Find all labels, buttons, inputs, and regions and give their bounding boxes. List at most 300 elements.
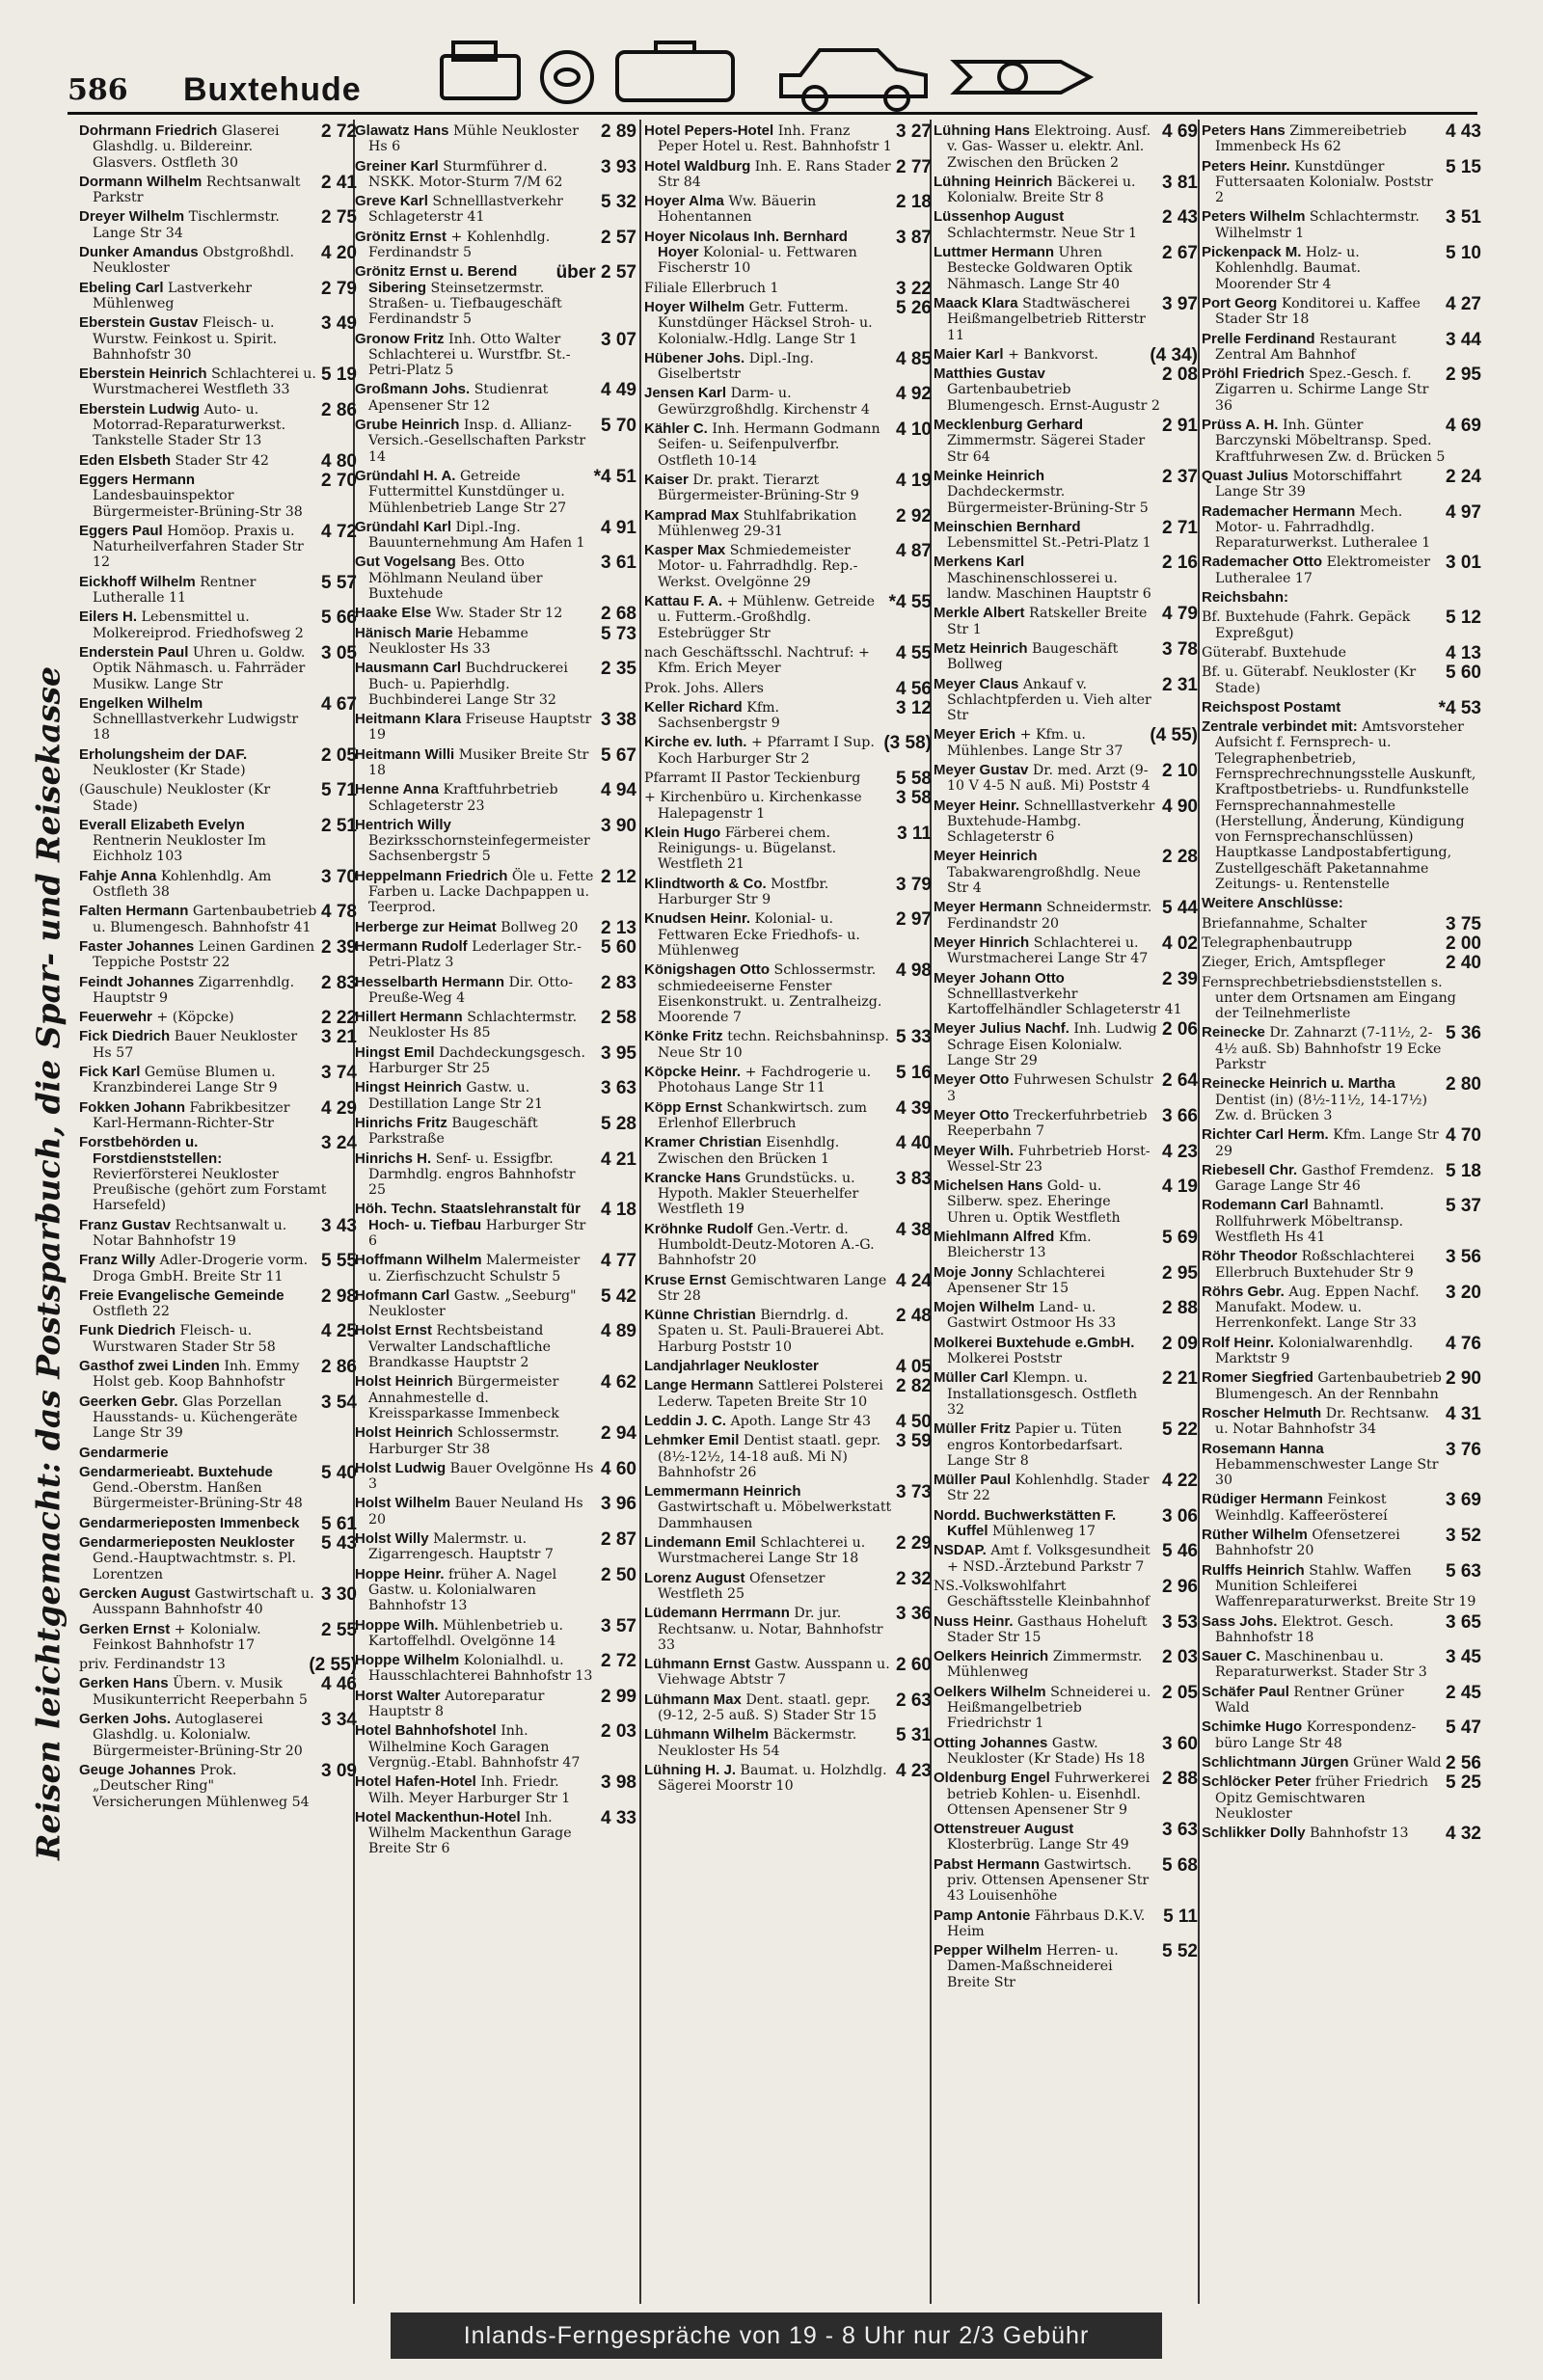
listing-name: Luttmer Hermann — [934, 244, 1055, 261]
listing-entry — [644, 825, 932, 873]
phone-number: 5 37 — [1446, 1196, 1481, 1217]
listing-entry — [355, 1531, 636, 1563]
listing-entry — [934, 366, 1198, 414]
listing-entry — [355, 123, 636, 155]
phone-number: 4 43 — [1446, 123, 1481, 142]
listing-entry — [79, 1359, 357, 1391]
listing-entry — [934, 1262, 1198, 1297]
phone-number: 5 43 — [321, 1533, 357, 1555]
listing-details: Inh. Friedr. Wilh. Meyer Harburger Str 1 — [368, 1774, 571, 1806]
phone-number: 4 67 — [321, 693, 357, 715]
listing-entry — [934, 1649, 1198, 1681]
phone-number: 2 45 — [1446, 1682, 1481, 1703]
listing-entry — [79, 1513, 357, 1534]
phone-number: 3 24 — [321, 1133, 357, 1154]
listing-name: Kruse Ernst — [644, 1271, 727, 1288]
phone-number: 2 89 — [601, 123, 636, 142]
listing-entry — [355, 1807, 636, 1857]
listing-entry — [79, 1583, 357, 1618]
phone-number: 3 97 — [1162, 293, 1198, 314]
phone-number: 3 78 — [1162, 638, 1198, 660]
listing-entry — [1202, 1611, 1481, 1646]
listing-name: Nordd. Buchwerkstätten F. Kuffel — [934, 1506, 1117, 1540]
listing-details: Treckerfuhrbetrieb Reeperbahn 7 — [947, 1107, 1148, 1140]
listing-details: Dipl.-Ing. Giselbertstr — [658, 350, 814, 383]
listing-details: Ratskeller Breite Str 1 — [947, 606, 1148, 637]
phone-number: 3 57 — [601, 1615, 636, 1636]
listing-name: Funk Diedrich — [79, 1322, 176, 1339]
listing-details: Uhren u. Goldw. Optik Nähmasch. u. Fahrräder Musikw. Lange Str — [93, 644, 306, 692]
listing-entry — [934, 1178, 1198, 1226]
listing-name: Meyer Otto — [934, 1071, 1010, 1089]
phone-number: 2 13 — [601, 917, 636, 938]
listing-name: Schlöcker Peter — [1202, 1773, 1312, 1791]
phone-number: 2 05 — [321, 744, 357, 766]
listing-entry — [79, 572, 357, 607]
phone-number: 2 09 — [1162, 1333, 1198, 1354]
listing-name: Gründahl H. A. — [355, 467, 456, 484]
phone-number: 4 27 — [1446, 293, 1481, 314]
phone-number: 2 06 — [1162, 1019, 1198, 1041]
listing-details: Fährbaus D.K.V. Heim — [947, 1907, 1146, 1939]
phone-number: 3 63 — [1162, 1820, 1198, 1841]
phone-number: 2 05 — [1162, 1682, 1198, 1703]
listing-entry — [79, 1097, 357, 1132]
listing-name: Reichspost Postamt — [1202, 698, 1341, 716]
phone-number: 3 69 — [1446, 1490, 1481, 1511]
listing-name: Meyer Julius Nachf. — [934, 1020, 1069, 1038]
listing-entry — [79, 642, 357, 692]
listing-details: Kraftfuhrbetrieb Schlageterstr 23 — [368, 782, 558, 814]
phone-number: 3 45 — [1446, 1647, 1481, 1668]
phone-number: über 2 57 — [555, 262, 636, 284]
listing-details: Bürgermeister Annahmestelle d. Kreissparkasse Immenbeck — [368, 1374, 559, 1421]
listing-entry — [79, 315, 357, 363]
phone-number: 3 93 — [601, 156, 636, 177]
listing-details: Bollweg 20 — [501, 919, 579, 935]
listing-details: Dipl.-Ing. Bauunternehmung Am Hafen 1 — [368, 519, 585, 552]
listing-details: Tabakwarengroßhdlg. Neue Str 4 — [947, 864, 1141, 897]
listing-details: Mühlenweg 17 — [992, 1524, 1096, 1540]
listing-entry — [934, 1611, 1198, 1646]
listing-name: Miehlmann Alfred — [934, 1229, 1055, 1245]
listing-entry — [934, 727, 1198, 759]
listing-name: Gendarmerie — [79, 1444, 169, 1461]
listing-entry — [1202, 975, 1481, 1022]
listing-details: Mostfbr. Harburger Str 9 — [658, 876, 829, 908]
listing-details: Lebensmittel St.-Petri-Platz 1 — [947, 535, 1151, 552]
listing-name: Grönitz Ernst u. Berend Sibering — [355, 263, 518, 296]
phone-number: 2 64 — [1162, 1070, 1198, 1092]
listing-details: + Kohlenhdlg. Ferdinandstr 5 — [368, 229, 551, 261]
listing-details: Gastw. „Seeburg" Neukloster — [368, 1287, 577, 1320]
listing-name: Otting Johannes — [934, 1734, 1048, 1751]
listing-name: Fokken Johann — [79, 1098, 186, 1116]
listing-entry — [1202, 896, 1481, 911]
listing-entry — [355, 1653, 636, 1685]
listing-name: Schimke Hugo — [1202, 1718, 1303, 1736]
listing-name: Kasper Max — [644, 542, 726, 559]
listing-name: Fick Diedrich — [79, 1028, 171, 1045]
phone-number: 2 31 — [1162, 674, 1198, 695]
phone-number: 2 39 — [321, 936, 357, 958]
listing-entry — [355, 1496, 636, 1528]
phone-number: 3 36 — [896, 1604, 932, 1625]
listing-name: Rüther Wilhelm — [1202, 1527, 1308, 1544]
listing-details: Dentist (in) (8½-11½, 14-17½) Zw. d. Brücken 3 — [1215, 1092, 1428, 1123]
listing-entry — [355, 866, 636, 916]
listing-entry — [79, 1008, 357, 1029]
listing-name: Eberstein Ludwig — [79, 400, 201, 418]
phone-number: 2 03 — [1162, 1647, 1198, 1668]
listing-name: Lehmker Emil — [644, 1432, 740, 1449]
listing-entry — [355, 623, 636, 658]
listing-details: Mech. Motor- u. Fahrradhdlg. Reparaturwerkst. Lutheralee 1 — [1215, 503, 1431, 552]
phone-number: 2 97 — [896, 909, 932, 931]
listing-details: Klempn. u. Installationsgesch. Ostfleth 32 — [947, 1370, 1138, 1418]
listing-entry — [1202, 933, 1481, 954]
phone-number: 2 48 — [896, 1306, 932, 1327]
listing-name: Gerken Ernst — [79, 1620, 171, 1637]
listing-name: Pabst Hermann — [934, 1855, 1041, 1873]
listing-name: Erholungsheim der DAF. — [79, 745, 248, 763]
listing-entry — [79, 972, 357, 1007]
listing-name: Grube Heinrich — [355, 417, 460, 434]
listing-name: Eickhoff Wilhelm — [79, 573, 196, 590]
listing-details: Gastw. u. Destillation Lange Str 21 — [368, 1080, 544, 1112]
phone-number: 3 81 — [1162, 172, 1198, 193]
listing-entry — [644, 123, 932, 155]
listing-name: Klindtworth & Co. — [644, 875, 767, 892]
listing-details: Schlachtermstr. Wilhelmstr 1 — [1215, 209, 1420, 241]
listing-details: Rechtsbeistand Verwalter Landschaftliche Brandkasse Hauptstr 2 — [368, 1323, 552, 1371]
phone-number: 2 03 — [601, 1721, 636, 1743]
listing-details: Spez.-Gesch. f. Zigarren u. Schirme Lange Str 36 — [1215, 366, 1429, 414]
phone-number: 4 38 — [896, 1219, 932, 1240]
listing-details: Gastwirtschaft u. Ausspann Bahnhofstr 40 — [93, 1585, 314, 1618]
listing-details: Dentist staatl. gepr. (8½-12½, 14-18 auß. Mi N) Bahnhofstr 26 — [658, 1433, 880, 1480]
listing-details: Holz- u. Kohlenhdlg. Baumat. Moorender Str 4 — [1215, 245, 1361, 292]
phone-number: 5 25 — [1446, 1772, 1481, 1794]
listing-entry — [1202, 1127, 1481, 1159]
listing-details: Zimmermstr. Mühlenweg — [947, 1649, 1143, 1681]
phone-number: 3 98 — [601, 1772, 636, 1794]
listing-entry — [355, 1615, 636, 1650]
listing-name: Rosemann Hanna — [1202, 1440, 1324, 1457]
listing-name: Oelkers Wilhelm — [934, 1683, 1046, 1700]
listing-details: Sturmführer d. NSKK. Motor-Sturm 7/M 62 — [368, 158, 563, 190]
phone-number: 2 88 — [1162, 1769, 1198, 1790]
listing-details: Dir. Otto-Preuße-Weg 4 — [368, 974, 574, 1006]
listing-details: Ofensetzer Westfleth 25 — [658, 1570, 826, 1602]
phone-number: 5 26 — [896, 297, 932, 318]
listing-name: Königshagen Otto — [644, 961, 770, 979]
listing-name: Hingst Heinrich — [355, 1079, 462, 1096]
phone-number: (3 58) — [883, 733, 932, 754]
phone-number: 5 33 — [896, 1027, 932, 1048]
listing-entry — [355, 782, 636, 814]
listing-name: Heitmann Klara — [355, 711, 462, 728]
listing-entry — [355, 418, 636, 465]
listing-entry — [934, 1473, 1198, 1504]
phone-number: 2 72 — [321, 123, 357, 142]
listing-entry — [79, 366, 357, 398]
listing-entry — [644, 1657, 932, 1689]
listing-name: Kaiser — [644, 471, 689, 488]
phone-number: 4 46 — [321, 1674, 357, 1695]
listing-entry — [79, 521, 357, 571]
listing-details: Gen.-Vertr. d. Humboldt-Deutz-Motoren A.-G. Bahnhofstr 20 — [658, 1221, 875, 1269]
phone-number: 3 43 — [321, 1215, 357, 1236]
phone-number: 2 12 — [601, 866, 636, 887]
listing-entry — [79, 782, 357, 814]
phone-number: 4 18 — [601, 1200, 636, 1221]
listing-details: Fernsprechbetriebsdienststellen s. unter dem Ortsnamen am Eingang der Teilnehmerliste — [1202, 974, 1456, 1022]
phone-number: 3 30 — [321, 1583, 357, 1605]
listing-entry — [79, 1760, 357, 1810]
listing-details: Gend.-Oberstm. Hanßen Bürgermeister-Brüning-Str 48 — [93, 1480, 303, 1512]
listing-entry — [644, 594, 932, 641]
listing-entry — [1202, 1160, 1481, 1195]
listing-details: Autoglaserei Glashdlg. u. Kolonialw. Bürgermeister-Brüning-Str 20 — [93, 1712, 303, 1759]
phone-number: 4 98 — [896, 960, 932, 982]
listing-entry — [934, 1733, 1198, 1768]
listing-name: Sauer C. — [1202, 1648, 1260, 1665]
listing-entry — [79, 693, 357, 744]
listing-entry — [644, 1568, 932, 1603]
phone-number: (2 55) — [309, 1655, 357, 1676]
listing-name: Holst Ludwig — [355, 1459, 447, 1476]
listing-entry — [644, 470, 932, 504]
listing-entry — [934, 344, 1198, 365]
phone-number: 3 63 — [601, 1078, 636, 1099]
phone-number: 2 10 — [1162, 760, 1198, 781]
listing-details: Elektroing. Ausf. v. Gas- Wasser u. elektr. Anl. Zwischen den Brücken 2 — [947, 123, 1151, 171]
listing-details: Amt f. Volksgesundheit + NSD.-Ärztebund Parkstr 7 — [947, 1543, 1150, 1575]
phone-number: 4 94 — [601, 780, 636, 801]
listing-name: Fick Karl — [79, 1064, 141, 1081]
listing-name: Weitere Anschlüsse: — [1202, 895, 1343, 912]
phone-number: 3 61 — [601, 553, 636, 574]
listing-name: Reinecke Heinrich u. Martha — [1202, 1075, 1395, 1093]
listing-entry — [355, 1202, 636, 1249]
listing-details: Kohlenhdlg. Am Ostfleth 38 — [93, 868, 272, 901]
listing-details: Mühle Neukloster Hs 6 — [368, 123, 580, 155]
listing-details: Elektromeister Lutheralee 17 — [1215, 554, 1431, 586]
phone-number: 4 56 — [896, 678, 932, 699]
phone-number: 2 96 — [1162, 1576, 1198, 1597]
listing-entry — [1202, 590, 1481, 606]
listing-name: Kirche ev. luth. — [644, 734, 747, 751]
listing-name: Holst Wilhelm — [355, 1495, 451, 1512]
phone-number: 2 60 — [896, 1655, 932, 1676]
listing-details: Gastw. Ausspann u. Viehwage Abtstr 7 — [658, 1657, 890, 1689]
listing-details: Musiker Breite Str 18 — [368, 746, 589, 778]
listing-name: Hausmann Carl — [355, 660, 462, 677]
listing-details: Prok. „Deutscher Ring" Versicherungen Mühlenweg 54 — [93, 1762, 310, 1810]
phone-number: 2 98 — [321, 1285, 357, 1307]
listing-details: NS.-Volkswohlfahrt Geschäftsstelle Kleinbahnhof — [934, 1578, 1150, 1610]
listing-details: Bauer Neuland Hs 20 — [368, 1496, 583, 1528]
listing-entry — [644, 1357, 932, 1378]
phone-number: 3 75 — [1446, 913, 1481, 934]
phone-number: *4 53 — [1438, 697, 1481, 718]
listing-name: Greve Karl — [355, 193, 428, 210]
listing-name: Kramer Christian — [644, 1134, 762, 1151]
listing-details: Güterabf. Buxtehude — [1202, 644, 1347, 661]
listing-name: Gendarmerieposten Immenbeck — [79, 1514, 300, 1531]
phone-number: 2 67 — [1162, 243, 1198, 264]
listing-name: Grönitz Ernst — [355, 228, 447, 245]
listing-details: Klosterbrüg. Lange Str 49 — [947, 1837, 1129, 1853]
listing-name: Hotel Mackenthun-Hotel — [355, 1808, 521, 1826]
listing-entry — [79, 744, 357, 779]
listing-name: Gasthof zwei Linden — [79, 1358, 220, 1375]
listing-name: Dreyer Wilhelm — [79, 208, 185, 226]
listing-details: Insp. d. Allianz-Versich.-Gesellschaften Parkstr 14 — [368, 418, 586, 465]
listing-entry — [644, 962, 932, 1025]
listing-entry — [934, 209, 1198, 241]
listing-details: Gastw. Neukloster (Kr Stade) Hs 18 — [947, 1735, 1146, 1767]
phone-number: 4 72 — [321, 521, 357, 542]
listing-details: Hebamme Neukloster Hs 33 — [368, 625, 528, 657]
listing-name: Sass Johs. — [1202, 1612, 1278, 1630]
listing-details: Schneiderei u. Heißmangelbetrieb Friedrichstr 1 — [947, 1684, 1151, 1732]
listing-name: Hingst Emil — [355, 1043, 435, 1061]
listing-entry — [355, 1080, 636, 1112]
listing-details: Färberei chem. Reinigungs- u. Bügelanst. Westfleth 21 — [658, 825, 837, 873]
listing-details: Schneidermstr. Ferdinandstr 20 — [947, 900, 1152, 932]
phone-number: 5 10 — [1446, 243, 1481, 264]
suitcase-icon — [617, 52, 733, 100]
header-rule — [68, 112, 1477, 115]
listing-entry — [79, 470, 357, 520]
listing-details: Schnelllastverkehr Buxtehude-Hambg. Schlageterstr 6 — [947, 798, 1155, 846]
listing-details: Rentner Grüner Wald — [1215, 1684, 1404, 1717]
listing-details: Gemüse Blumen u. Kranzbinderei Lange Str 9 — [93, 1065, 278, 1096]
listing-entry — [79, 278, 357, 312]
phone-number: 4 23 — [1162, 1141, 1198, 1162]
listing-details: Herren- u. Damen-Maßschneiderei Breite Str — [947, 1943, 1119, 1990]
listing-name: Greiner Karl — [355, 157, 439, 175]
listing-name: Peters Wilhelm — [1202, 208, 1306, 226]
listing-name: Meyer Erich — [934, 726, 1016, 744]
listing-entry — [355, 1458, 636, 1493]
phone-number: 4 87 — [896, 541, 932, 562]
listing-entry — [934, 1908, 1198, 1940]
listing-name: Moje Jonny — [934, 1263, 1014, 1281]
phone-number: 2 72 — [601, 1651, 636, 1672]
listing-details: Autoreparatur Hauptstr 8 — [368, 1688, 545, 1720]
listing-entry — [1202, 1774, 1481, 1822]
listing-entry — [934, 968, 1198, 1018]
listing-name: Lühning H. J. — [644, 1761, 736, 1778]
listing-name: Enderstein Paul — [79, 643, 189, 661]
listing-entry — [1202, 1528, 1481, 1559]
listing-entry — [355, 1686, 636, 1720]
listing-entry — [934, 554, 1198, 602]
listing-name: Müller Fritz — [934, 1420, 1012, 1438]
listing-details: Dent. staatl. gepr. (9-12, 2-5 auß. S) Stader Str 15 — [658, 1691, 878, 1724]
listing-entry — [934, 1576, 1198, 1610]
listing-name: Forstbehörden u. Forstdienststellen: — [79, 1134, 223, 1167]
listing-name: Hoyer Alma — [644, 193, 724, 210]
listing-details: + Fachdrogerie u. Photohaus Lange Str 11 — [658, 1065, 872, 1096]
listing-details: Inh. Wilhelmine Koch Garagen Vergnüg.-Etabl. Bahnhofstr 47 — [368, 1723, 581, 1771]
listing-details: Kolonialhdl. u. Hausschlachterei Bahnhofstr 13 — [368, 1653, 593, 1685]
listing-name: Mecklenburg Gerhard — [934, 417, 1084, 434]
listing-entry — [934, 1333, 1198, 1367]
phone-number: 5 28 — [601, 1113, 636, 1134]
listing-entry — [644, 790, 932, 822]
phone-number: 2 50 — [601, 1564, 636, 1585]
listing-name: Röhr Theodor — [1202, 1248, 1298, 1265]
listing-details: Malermeister u. Zierfischzucht Schulstr 5 — [368, 1253, 581, 1285]
listing-entry — [1202, 366, 1481, 414]
phone-number: 5 66 — [321, 608, 357, 629]
listing-name: Oelkers Heinrich — [934, 1648, 1049, 1665]
listing-details: Inh. Otto Walter Schlachterei u. Wurstfbr. St.-Petri-Platz 5 — [368, 331, 571, 379]
listing-entry — [355, 661, 636, 708]
listing-entry — [644, 1411, 932, 1432]
phone-number: 4 39 — [896, 1097, 932, 1119]
listing-name: Meyer Hermann — [934, 899, 1042, 916]
listing-entry — [1202, 1403, 1481, 1438]
listing-details: Lebensmittel u. Molkereiprod. Friedhofsweg 2 — [93, 609, 304, 641]
listing-entry — [79, 1285, 357, 1320]
phone-number: 3 53 — [1162, 1611, 1198, 1633]
listing-name: Meyer Hinrich — [934, 933, 1030, 951]
listing-details: Glaserei Glashdlg. u. Bildereinr. Glasvers. Ostfleth 30 — [93, 123, 280, 171]
phone-number: 3 21 — [321, 1027, 357, 1048]
phone-number: 4 78 — [321, 902, 357, 923]
listing-details: Apoth. Lange Str 43 — [730, 1413, 872, 1429]
listing-name: Schlikker Dolly — [1202, 1825, 1306, 1842]
phone-number: 4 97 — [1446, 501, 1481, 523]
listing-entry — [934, 1822, 1198, 1853]
listing-entry — [355, 466, 636, 516]
phone-number: 3 65 — [1446, 1611, 1481, 1633]
listing-name: Molkerei Buxtehude e.GmbH. — [934, 1334, 1135, 1351]
listing-entry — [644, 1168, 932, 1218]
listing-details: Dr. med. Arzt (9-10 V 4-5 N auß. Mi) Poststr 4 — [947, 762, 1150, 795]
phone-number: 3 83 — [896, 1168, 932, 1189]
listing-name: Maack Klara — [934, 294, 1018, 311]
transport-vignette — [434, 29, 1109, 116]
listing-details: Lederlager Str.-Petri-Platz 3 — [368, 938, 582, 971]
listing-details: Buchdruckerei Buch- u. Papierhdlg. Buchbinderei Lange Str 32 — [368, 661, 568, 708]
listing-entry — [79, 936, 357, 971]
phone-number: *4 55 — [888, 592, 932, 613]
phone-number: 4 69 — [1446, 416, 1481, 437]
listing-details: Gastwirtsch. priv. Ottensen Apensener Str 43 Louisenhöhe — [947, 1856, 1150, 1905]
phone-number: 3 34 — [321, 1710, 357, 1731]
phone-number: 2 51 — [321, 815, 357, 836]
phone-number: 5 67 — [601, 744, 636, 766]
phone-number: 4 20 — [321, 243, 357, 264]
phone-number: 5 32 — [601, 192, 636, 213]
listing-entry — [1202, 293, 1481, 328]
phone-number: 4 29 — [321, 1097, 357, 1119]
listing-details: Gasthof Fremdenz. Garage Lange Str 46 — [1215, 1162, 1435, 1195]
listing-details: Inh. Franz Peper Hotel u. Rest. Bahnhofstr 1 — [658, 123, 892, 155]
listing-entry — [644, 278, 932, 299]
phone-number: 3 96 — [601, 1494, 636, 1515]
listing-details: Landesbauinspektor Bürgermeister-Brüning-Str 38 — [93, 488, 303, 520]
listing-name: Freie Evangelische Gemeinde — [79, 1286, 284, 1304]
listing-entry — [355, 156, 636, 191]
phone-number: 3 73 — [896, 1482, 932, 1503]
